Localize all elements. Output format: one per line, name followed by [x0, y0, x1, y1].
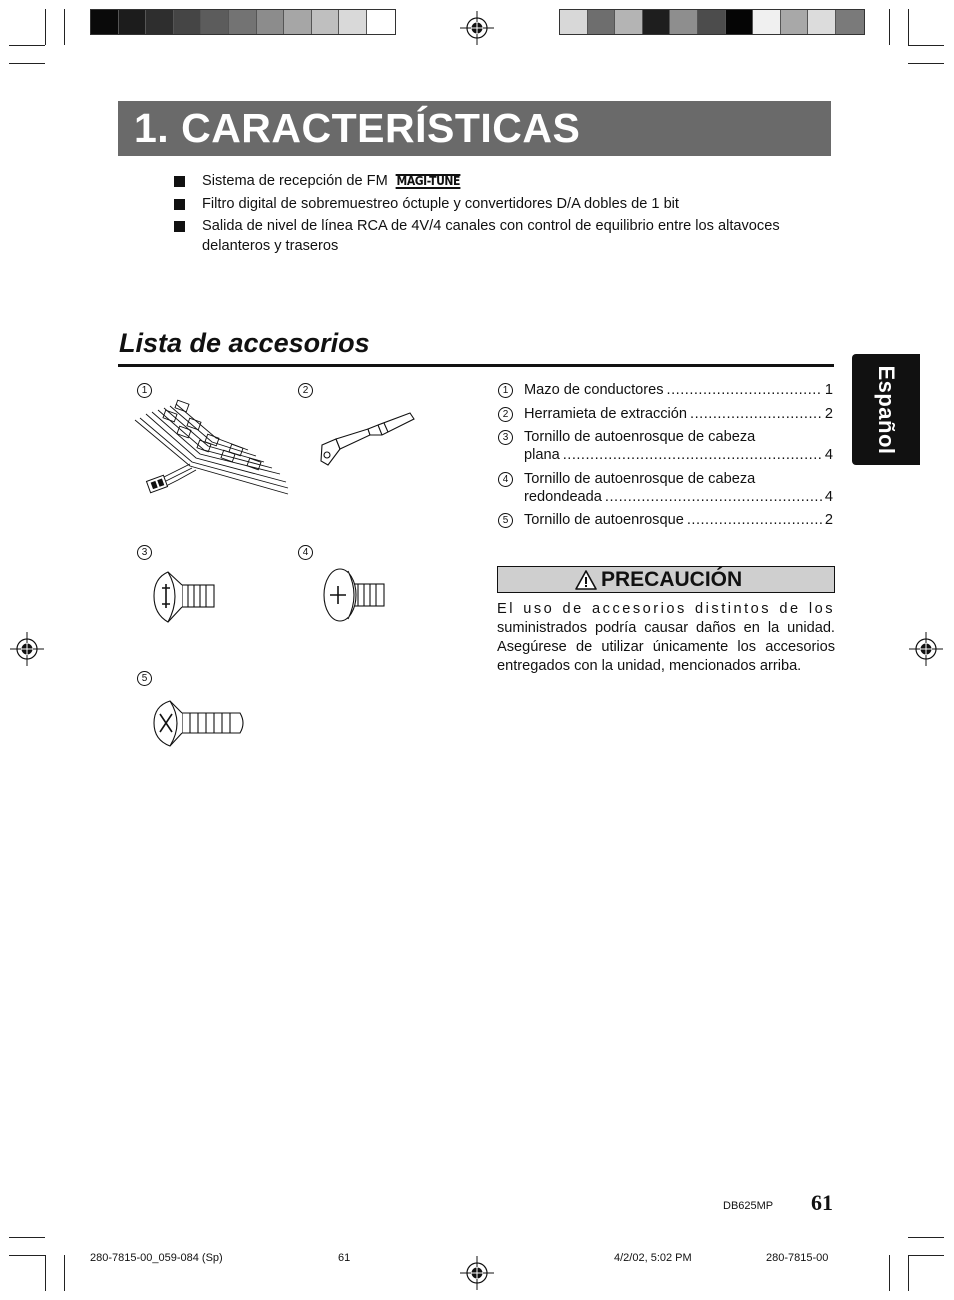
- registration-mark-right-icon: [909, 632, 943, 666]
- footer-page: 61: [338, 1252, 351, 1264]
- registration-mark-top-icon: [460, 11, 494, 45]
- feature-text: Sistema de recepción de FM: [202, 173, 388, 189]
- item-name-line1: Tornillo de autoenrosque de cabeza: [524, 470, 756, 487]
- item-name-line1: Tornillo de autoenrosque de cabeza: [524, 429, 756, 445]
- color-patch: [119, 10, 147, 34]
- feature-item: [174, 195, 834, 215]
- figure-label-1: 1: [137, 383, 152, 398]
- color-patch: [588, 10, 616, 34]
- caution-heading: PRECAUCIÓN: [601, 567, 743, 591]
- warning-triangle-icon: [575, 570, 597, 590]
- tapping-screw-icon: [150, 696, 250, 750]
- color-patch: [726, 10, 754, 34]
- dot-leader: [605, 488, 822, 506]
- language-label: Español: [874, 364, 899, 455]
- page-number: 61: [811, 1190, 833, 1215]
- color-patch: [367, 10, 395, 34]
- square-bullet-icon: [174, 176, 185, 187]
- color-patch: [257, 10, 285, 34]
- item-name: Herramieta de extracción: [524, 405, 688, 422]
- wiring-harness-icon: [130, 398, 290, 513]
- color-patch: [615, 10, 643, 34]
- item-quantity: 2: [824, 512, 833, 528]
- dot-leader: [667, 381, 822, 399]
- color-patch: [808, 10, 836, 34]
- color-patch: [312, 10, 340, 34]
- item-number: 3: [498, 430, 513, 445]
- dot-leader: [687, 511, 822, 529]
- accessories-title: Lista de accesorios: [119, 328, 370, 358]
- accessories-list: [497, 381, 833, 535]
- item-number: 5: [498, 513, 513, 528]
- color-patch: [146, 10, 174, 34]
- list-item: [497, 470, 833, 506]
- color-patch: [229, 10, 257, 34]
- color-patch: [284, 10, 312, 34]
- item-quantity: 2: [824, 405, 833, 422]
- color-calibration-strip-right: [559, 9, 865, 35]
- registration-mark-bottom-icon: [460, 1256, 494, 1290]
- list-item: [497, 381, 833, 399]
- caution-heading-box: [497, 566, 835, 593]
- color-patch: [174, 10, 202, 34]
- feature-text: Salida de nivel de línea RCA de 4V/4 canales con control de equilibrio entre los altavoces delanteros y traseros: [202, 218, 780, 254]
- color-patch: [753, 10, 781, 34]
- item-name: Tornillo de autoenrosque: [524, 512, 684, 528]
- dot-leader: [563, 446, 822, 464]
- footer-file: 280-7815-00_059-084 (Sp): [90, 1252, 223, 1264]
- list-item: [497, 405, 833, 423]
- color-patch: [560, 10, 588, 34]
- color-patch: [670, 10, 698, 34]
- round-head-screw-icon: [320, 566, 390, 626]
- item-quantity: 4: [824, 447, 833, 463]
- page-title: 1. CARACTERÍSTICAS: [118, 101, 831, 156]
- color-patch: [201, 10, 229, 34]
- color-patch: [643, 10, 671, 34]
- color-patch: [91, 10, 119, 34]
- flat-head-screw-icon: [150, 568, 220, 628]
- caution-text: [497, 600, 835, 676]
- list-item: [497, 511, 833, 529]
- item-name: plana: [524, 447, 560, 463]
- color-patch: [698, 10, 726, 34]
- registration-mark-left-icon: [10, 632, 44, 666]
- square-bullet-icon: [174, 221, 185, 232]
- caution-text-rest: suministrados podría causar daños en la unidad. Asegúrese de utilizar únicamente los accesorios entregados con la unidad, mencionados arriba.: [497, 620, 835, 674]
- extraction-key-icon: [318, 405, 418, 473]
- figure-label-4: 4: [298, 545, 313, 560]
- feature-item: [174, 217, 834, 256]
- model-number: DB625MP: [723, 1200, 774, 1212]
- figure-label-3: 3: [137, 545, 152, 560]
- caution-text-first-line: El uso de accesorios distintos de los: [497, 601, 835, 617]
- dot-leader: [690, 405, 822, 423]
- item-quantity: 1: [824, 382, 833, 398]
- magitune-logo: MAGI-TUNE: [396, 174, 460, 188]
- language-side-tab: [852, 354, 920, 465]
- figure-label-2: 2: [298, 383, 313, 398]
- footer-code: 280-7815-00: [766, 1252, 829, 1264]
- section-divider: [118, 364, 834, 367]
- color-patch: [781, 10, 809, 34]
- list-item: [497, 428, 833, 464]
- feature-text: Filtro digital de sobremuestreo óctuple y convertidores D/A dobles de 1 bit: [202, 195, 679, 212]
- color-calibration-strip-left: [90, 9, 396, 35]
- item-name: redondeada: [524, 488, 602, 505]
- square-bullet-icon: [174, 199, 185, 210]
- feature-item: [174, 172, 834, 192]
- item-quantity: 4: [824, 488, 833, 505]
- item-number: 1: [498, 383, 513, 398]
- color-patch: [339, 10, 367, 34]
- item-number: 4: [498, 472, 513, 487]
- color-patch: [836, 10, 864, 34]
- item-name: Mazo de conductores: [524, 382, 664, 398]
- item-number: 2: [498, 407, 513, 422]
- footer-date: 4/2/02, 5:02 PM: [614, 1252, 692, 1264]
- features-list: [174, 172, 834, 259]
- figure-label-5: 5: [137, 671, 152, 686]
